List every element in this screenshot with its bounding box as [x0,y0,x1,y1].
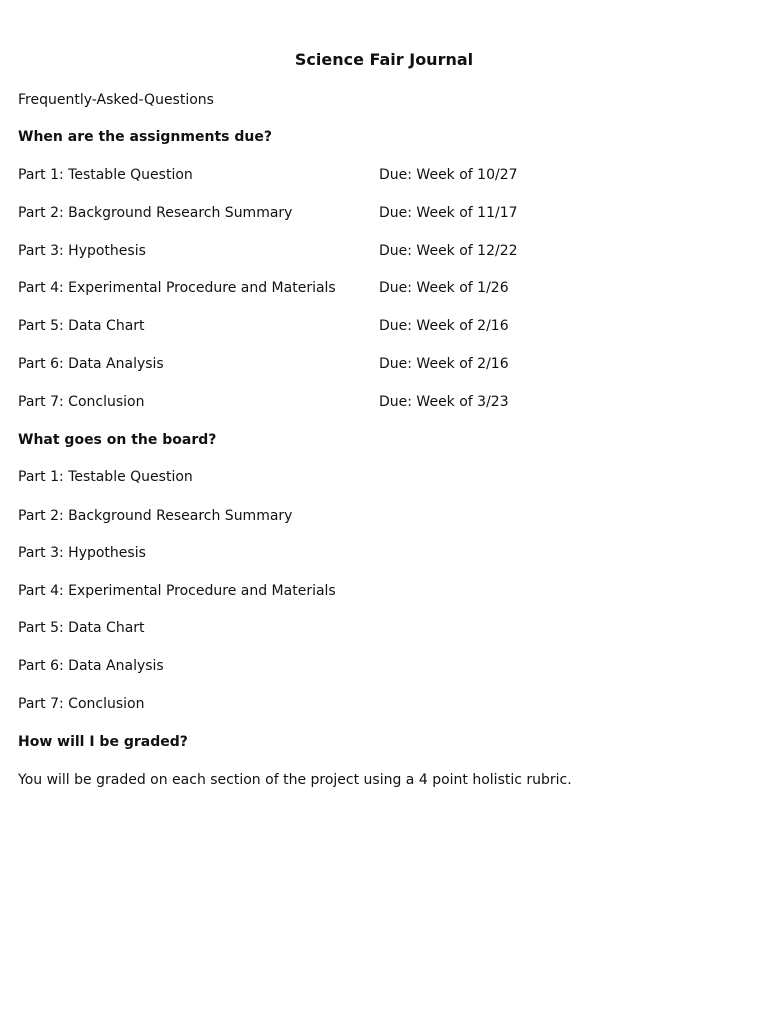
due-section-heading: When are the assignments due? [18,129,272,145]
board-list-item: Part 2: Background Research Summary [18,508,293,524]
due-row-date: Due: Week of 2/16 [379,318,509,334]
due-row-part: Part 5: Data Chart [18,318,145,334]
due-row-part: Part 3: Hypothesis [18,243,146,259]
due-row-part: Part 2: Background Research Summary [18,205,293,221]
due-row-part: Part 4: Experimental Procedure and Materials [18,280,336,296]
board-list-item: Part 5: Data Chart [18,620,145,636]
subtitle: Frequently-Asked-Questions [18,92,214,108]
grading-section-heading: How will I be graded? [18,734,188,750]
page-title: Science Fair Journal [294,50,474,69]
due-row-date: Due: Week of 11/17 [379,205,518,221]
grading-text: You will be graded on each section of the project using a 4 point holistic rubric. [18,772,572,788]
board-list-item: Part 1: Testable Question [18,469,193,485]
board-list-item: Part 3: Hypothesis [18,545,146,561]
due-row-part: Part 6: Data Analysis [18,356,164,372]
due-row-date: Due: Week of 2/16 [379,356,509,372]
due-row-part: Part 7: Conclusion [18,394,145,410]
board-list-item: Part 6: Data Analysis [18,658,164,674]
board-list-item: Part 7: Conclusion [18,696,145,712]
due-row-part: Part 1: Testable Question [18,167,193,183]
due-row-date: Due: Week of 12/22 [379,243,518,259]
board-section-heading: What goes on the board? [18,432,217,448]
due-row-date: Due: Week of 1/26 [379,280,509,296]
board-list-item: Part 4: Experimental Procedure and Materials [18,583,336,599]
due-row-date: Due: Week of 10/27 [379,167,518,183]
due-row-date: Due: Week of 3/23 [379,394,509,410]
